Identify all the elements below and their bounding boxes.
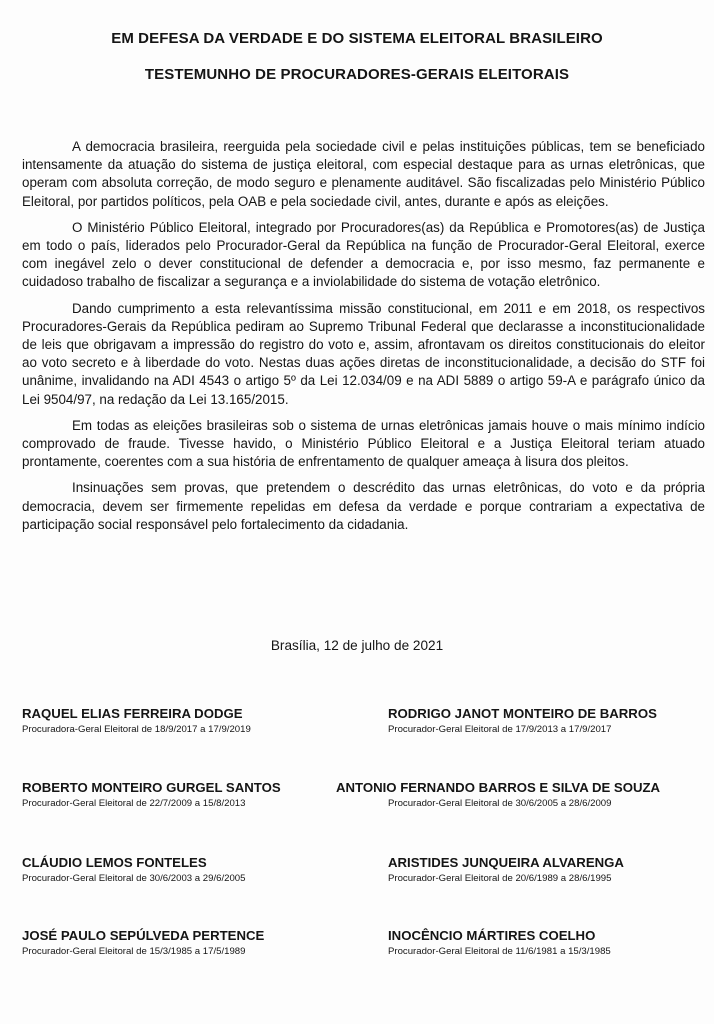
signatory-role: Procurador-Geral Eleitoral de 30/6/2003 a 29/6/2005 [22,873,246,884]
signature-block [22,780,281,809]
signatory-name: ARISTIDES JUNQUEIRA ALVARENGA [388,855,624,870]
signatory-name: CLÁUDIO LEMOS FONTELES [22,855,207,870]
signatory-role: Procurador-Geral Eleitoral de 22/7/2009 a 15/8/2013 [22,798,246,809]
signature-block [388,706,657,735]
document-subtitle: TESTEMUNHO DE PROCURADORES-GERAIS ELEITORAIS [144,66,570,83]
signatory-role: Procurador-Geral Eleitoral de 20/6/1989 a 28/6/1995 [388,873,612,884]
signature-block [22,706,251,735]
paragraph: Em todas as eleições brasileiras sob o sistema de urnas eletrônicas jamais houve o mais mínimo indício comprovado de fraude. Tivesse havido, o Ministério Público Eleitoral e a Justiça Eleitoral teriam atuado prontamente, coerentes com a sua história de enfrentamento de qualquer ameaça à lisura dos pleitos. [22,417,705,470]
paragraph: Dando cumprimento a esta relevantíssima missão constitucional, em 2011 e em 2018, os respectivos Procuradores-Gerais da República pediram ao Supremo Tribunal Federal que declarasse a inconstitucionalidade de leis que obrigavam a impressão do registro do voto e, assim, afrontavam os direitos constitucionais do eleitor ao voto secreto e à liberdade do voto. Nestas duas ações diretas de inconstitucionalidade, a decisão do STF foi unânime, invalidando na ADI 4543 o artigo 5º da Lei 12.034/09 e na ADI 5889 o artigo 59-A e parágrafo único da Lei 9504/97, na redação da Lei 13.165/2015. [22,300,705,407]
signatory-role: Procuradora-Geral Eleitoral de 18/9/2017 a 17/9/2019 [22,724,251,735]
signature-block [22,855,245,884]
document-body [22,138,705,542]
paragraph: O Ministério Público Eleitoral, integrado por Procuradores(as) da República e Promotores(as) de Justiça em todo o país, liderados pelo Procurador-Geral da República na função de Procurador-Geral Eleitoral, exerce com inegável zelo o dever constitucional de defender a democracia e, por isso mesmo, faz permanente e cuidadoso trabalho de fiscalizar a segurança e a inviolabilidade do sistema de votação eletrônico. [22,219,705,290]
signatory-role: Procurador-Geral Eleitoral de 30/6/2005 a 28/6/2009 [388,798,612,809]
signatory-role: Procurador-Geral Eleitoral de 15/3/1985 a 17/5/1989 [22,946,246,957]
paragraph: Insinuações sem provas, que pretendem o descrédito das urnas eletrônicas, do voto e da própria democracia, devem ser firmemente repelidas em defesa da verdade e porque contrariam a expectativa de participação social responsável pelo fortalecimento da cidadania. [22,480,705,532]
signature-block [388,928,611,957]
signature-block [22,928,264,957]
signatory-role: Procurador-Geral Eleitoral de 17/9/2013 a 17/9/2017 [388,724,612,735]
signature-block [388,855,624,884]
signatory-name: ANTONIO FERNANDO BARROS E SILVA DE SOUZA [336,780,661,795]
signatory-name: RODRIGO JANOT MONTEIRO DE BARROS [388,706,657,721]
paragraph: A democracia brasileira, reerguida pela sociedade civil e pelas instituições públicas, tem se beneficiado intensamente da atuação do sistema de justiça eleitoral, com especial destaque para as urnas eletrônicas, que operam com absoluta correção, de modo seguro e plenamente auditável. São fiscalizadas pelo Ministério Público Eleitoral, por partidos políticos, pela OAB e pela sociedade civil, antes, durante e após as eleições. [22,139,705,209]
signature-block [336,780,660,809]
signatory-name: ROBERTO MONTEIRO GURGEL SANTOS [22,780,281,795]
document-title: EM DEFESA DA VERDADE E DO SISTEMA ELEITORAL BRASILEIRO [111,30,603,47]
place-and-date: Brasília, 12 de julho de 2021 [270,638,444,653]
signatory-role: Procurador-Geral Eleitoral de 11/6/1981 a 15/3/1985 [388,946,611,957]
signatory-name: RAQUEL ELIAS FERREIRA DODGE [22,706,243,721]
signatory-name: JOSÉ PAULO SEPÚLVEDA PERTENCE [22,928,265,943]
signatory-name: INOCÊNCIO MÁRTIRES COELHO [388,928,596,943]
